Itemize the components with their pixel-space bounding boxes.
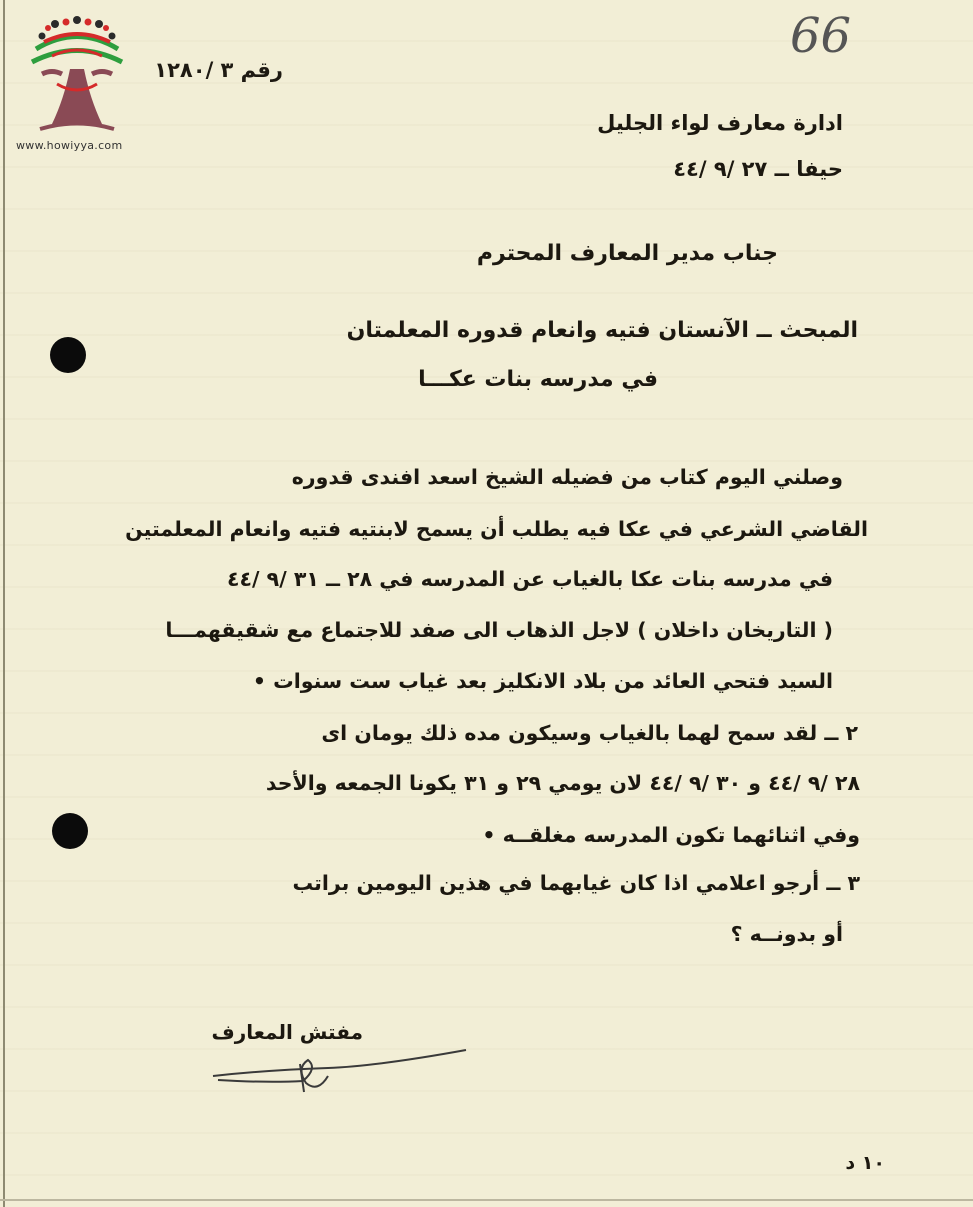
body-line-3: في مدرسه بنات عكا بالغياب عن المدرسه في ٢٨ ــ ٣١ /٩ /٤٤ (227, 567, 833, 591)
addressee-line: جناب مدير المعارف المحترم (476, 241, 778, 266)
footer-page-number: ١٠ د (845, 1152, 885, 1174)
howiyya-tree-logo (22, 14, 132, 139)
logo-url-text[interactable]: www.howiyya.com (16, 139, 123, 152)
body-line-8: وفي اثنائهما تكون المدرسه مغلقــه • (482, 823, 860, 847)
reference-number: رقم ٣ /١٢٨٠ (154, 58, 283, 82)
punch-hole-bottom (52, 813, 88, 849)
body-line-6: ٢ ــ لقد سمح لهما بالغياب وسيكون مده ذلك يومان اى (321, 721, 858, 745)
body-line-9: ٣ ــ أرجو اعلامي اذا كان غيابهما في هذين اليومين براتب (292, 871, 860, 895)
department-header: ادارة معارف لواء الجليل (597, 111, 843, 135)
place-date-line: حيفا ــ ٢٧ /٩ /٤٤ (673, 157, 843, 181)
page-bottom-edge (0, 1199, 973, 1201)
punch-hole-top (50, 337, 86, 373)
body-line-4: ( التاريخان داخلان ) لاجل الذهاب الى صفد للاجتماع مع شقيقهمـــا (165, 618, 833, 642)
signatory-title: مفتش المعارف (211, 1020, 363, 1044)
body-line-2: القاضي الشرعي في عكا فيه يطلب أن يسمح لابنتيه فتيه وانعام المعلمتين (125, 517, 868, 541)
subject-line-1: المبحث ــ الآنستان فتيه وانعام قدوره المعلمتان (346, 318, 858, 343)
body-line-7: ٢٨ /٩ /٤٤ و ٣٠ /٩ /٤٤ لان يومي ٢٩ و ٣١ يكونا الجمعه والأحد (265, 771, 860, 795)
subject-line-2: في مدرسه بنات عكـــا (418, 367, 658, 392)
handwritten-page-number: 66 (790, 8, 852, 64)
body-line-1: وصلني اليوم كتاب من فضيله الشيخ اسعد افندى قدوره (291, 465, 843, 489)
body-line-5: السيد فتحي العائد من بلاد الانكليز بعد غياب ست سنوات • (252, 669, 833, 693)
page-left-edge (3, 0, 5, 1207)
body-line-10: أو بدونــه ؟ (730, 922, 843, 946)
handwritten-signature (208, 1048, 478, 1098)
